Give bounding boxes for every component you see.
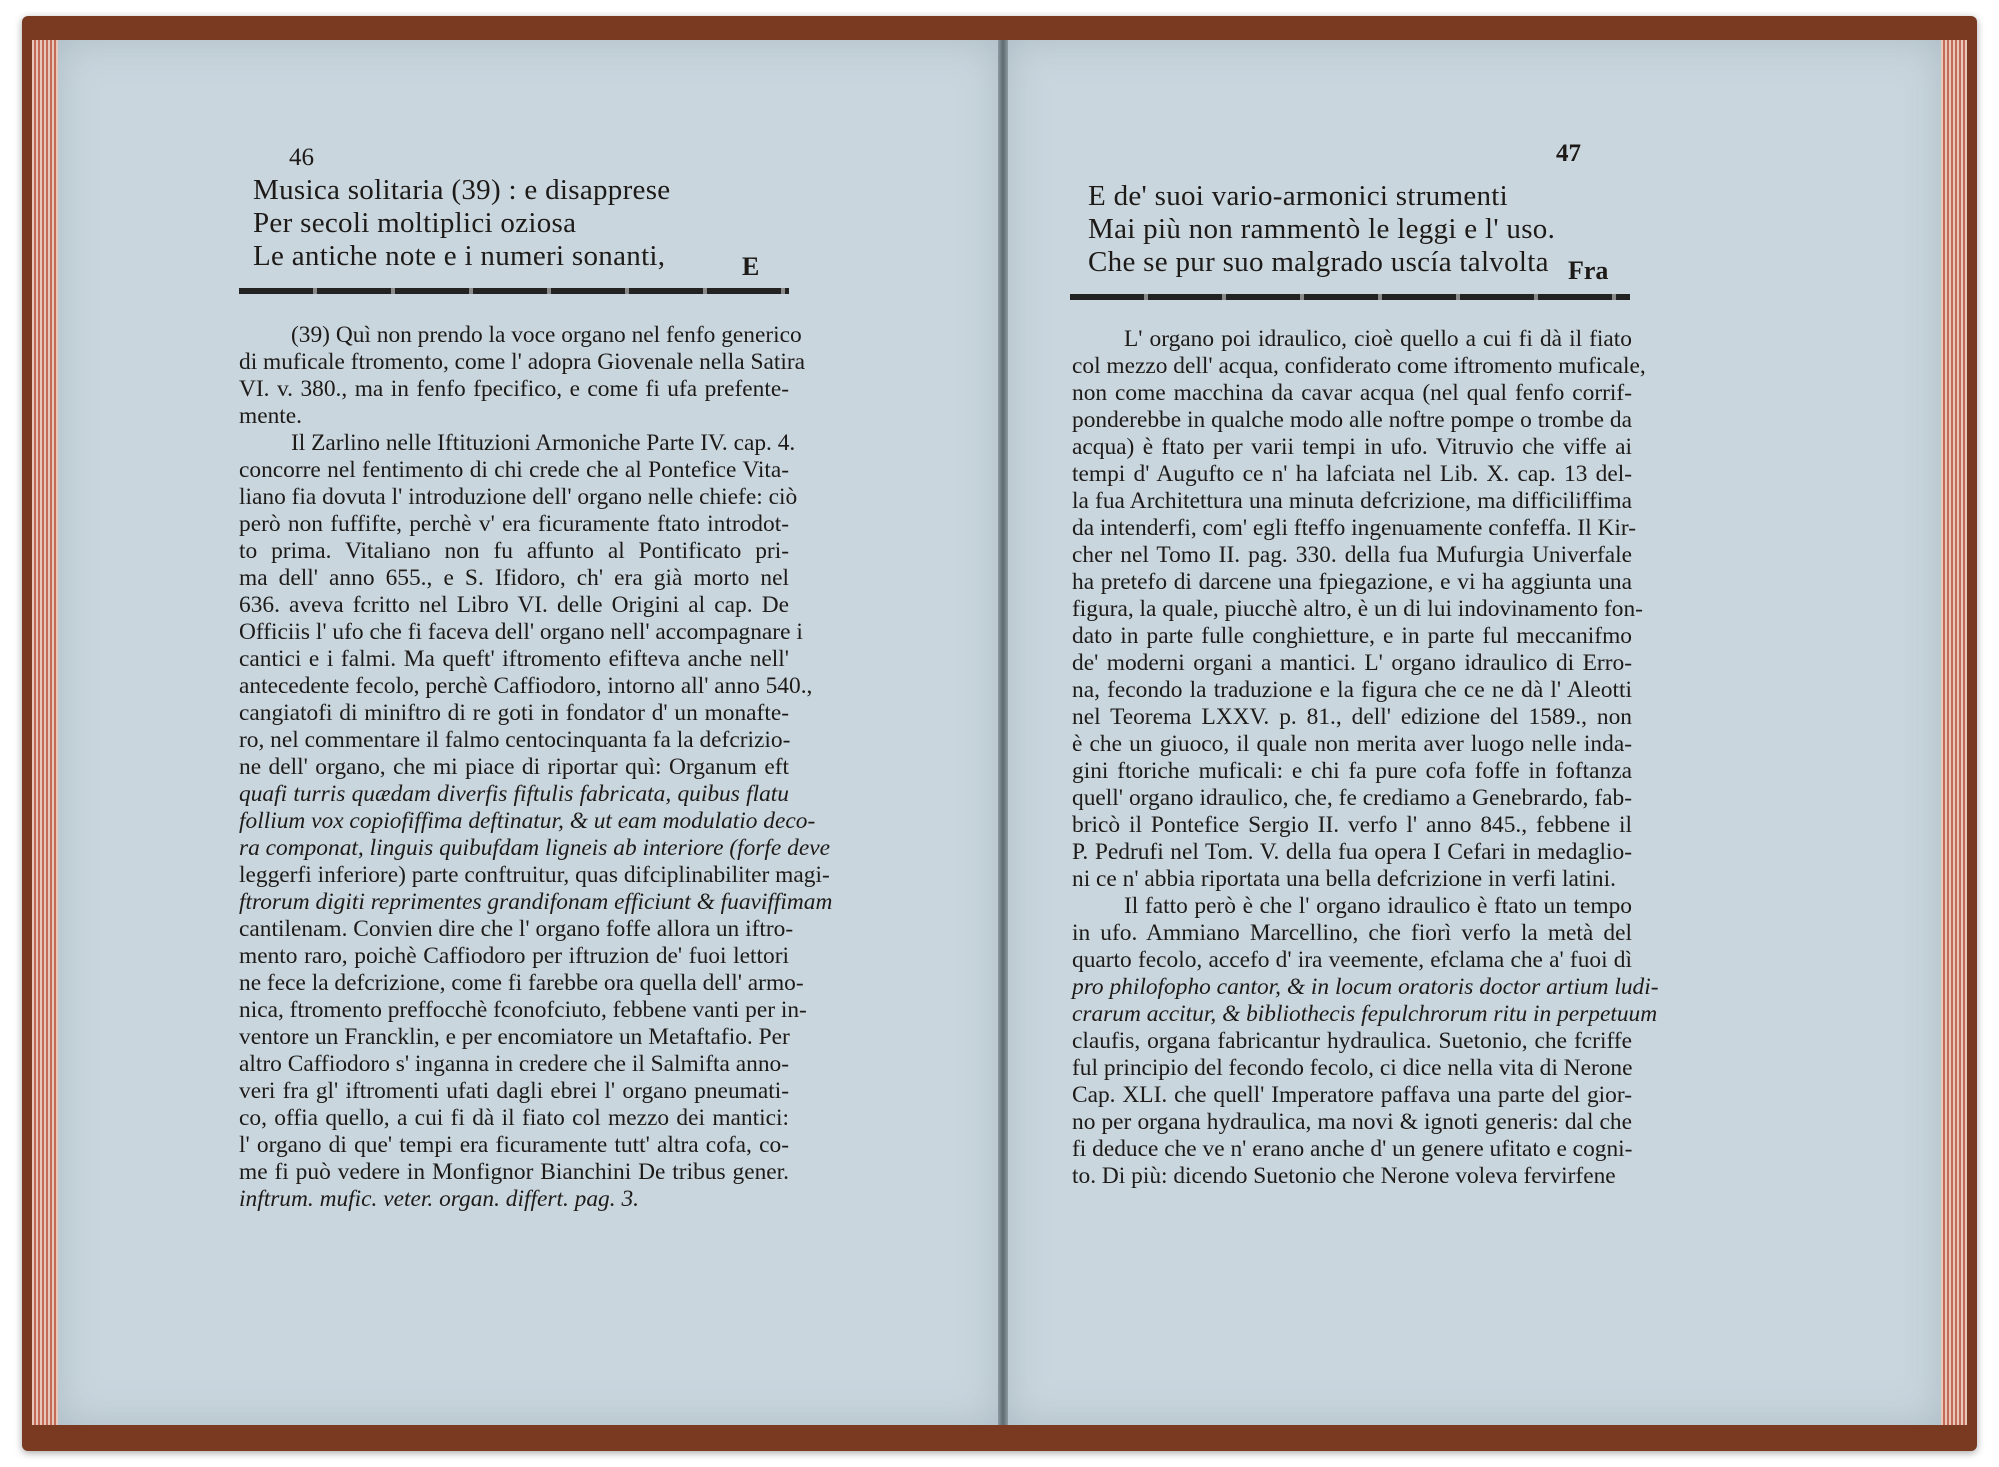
page-number-right: 47 <box>1556 140 1581 167</box>
text-line: to. Di più: dicendo Suetonio che Nerone voleva fervirfene <box>1072 1163 1616 1189</box>
text-line: veri fra gl' iftromenti ufati dagli ebrei l' organo pneumati- <box>239 1078 789 1104</box>
text-line: co, offia quello, a cui fi dà il fiato col mezzo dei mantici: <box>239 1105 789 1131</box>
verse-line: E de' suoi vario-armonici strumenti <box>1088 180 1509 212</box>
verse-line: Mai più non rammentò le leggi e l' uso. <box>1088 213 1556 245</box>
text-line: antecedente fecolo, perchè Caffiodoro, intorno all' anno 540., <box>239 673 813 699</box>
text-line: liano fia dovuta l' introduzione dell' organo nelle chiefe: ciò <box>239 484 798 510</box>
page-number-left: 46 <box>289 144 314 171</box>
text-line: VI. v. 380., ma in fenfo fpecifico, e come fi ufa prefente- <box>239 376 789 402</box>
text-line: quafi turris quædam diverfis fiftulis fabricata, quibus flatu <box>239 781 789 807</box>
text-line: Il Zarlino nelle Iftituzioni Armoniche Parte IV. cap. 4. <box>291 430 796 456</box>
text-line: ni ce n' abbia riportata una bella defcrizione in verfi latini. <box>1072 866 1616 892</box>
text-line: col mezzo dell' acqua, confiderato come iftromento muficale, <box>1072 353 1646 379</box>
text-line: quarto fecolo, accefo d' ira veemente, efclama che a' fuoi dì <box>1072 947 1632 973</box>
text-line: figura, la quale, piucchè altro, è un di lui indovinamento fon- <box>1072 596 1643 622</box>
text-line: 636. aveva fcritto nel Libro VI. delle Origini al cap. De <box>239 592 789 618</box>
text-line: Cap. XLI. che quell' Imperatore paffava una parte del gior- <box>1072 1082 1632 1108</box>
catchword-right: Fra <box>1568 256 1609 285</box>
text-line: mente. <box>239 403 302 429</box>
text-line: in ufo. Ammiano Marcellino, che fiorì verfo la metà del <box>1072 920 1632 946</box>
verse-line: Per secoli moltiplici oziosa <box>253 207 577 239</box>
text-line: ro, nel commentare il falmo centocinquanta fa la defcrizio- <box>239 727 791 753</box>
text-line: da intenderfi, com' egli fteffo ingenuamente confeffa. Il Kir- <box>1072 515 1637 541</box>
text-line: to prima. Vitaliano non fu affunto al Pontificato pri- <box>239 538 789 564</box>
text-line: acqua) è ftato per varii tempi in ufo. Vitruvio che viffe ai <box>1072 434 1632 460</box>
text-line: P. Pedrufi nel Tom. V. della fua opera I Cefari in medaglio- <box>1072 839 1632 865</box>
verse-line: Che se pur suo malgrado uscía talvolta <box>1088 246 1549 278</box>
text-line: (39) Quì non prendo la voce organo nel fenfo generico <box>291 322 802 348</box>
text-line: nel Teorema LXXV. p. 81., dell' edizione del 1589., non <box>1072 704 1632 730</box>
separator-rule-left <box>239 288 789 294</box>
text-line: follium vox copiofiffima deftinatur, & ut eam modulatio deco- <box>239 808 816 834</box>
page-edges-left <box>32 40 58 1425</box>
text-line: ponderebbe in qualche modo alle noftre pompe o trombe da <box>1072 407 1632 433</box>
text-line: ra componat, linguis quibufdam ligneis ab interiore (forfe deve <box>239 835 830 861</box>
text-line: bricò il Pontefice Sergio II. verfo l' anno 845., febbene il <box>1072 812 1632 838</box>
text-line: gini ftoriche muficali: e chi fa pure cofa foffe in foftanza <box>1072 758 1632 784</box>
text-line: na, fecondo la traduzione e la figura che ce ne dà l' Aleotti <box>1072 677 1632 703</box>
text-line: Il fatto però è che l' organo idraulico è ftato un tempo <box>1124 893 1632 919</box>
text-line: ma dell' anno 655., e S. Ifidoro, ch' era già morto nel <box>239 565 789 591</box>
text-line: de' moderni organi a mantici. L' organo idraulico di Erro- <box>1072 650 1632 676</box>
text-line: inftrum. mufic. veter. organ. differt. pag. 3. <box>239 1186 639 1212</box>
verse-line: Le antiche note e i numeri sonanti, <box>253 240 666 272</box>
text-line: cangiatofi di miniftro di re goti in fondator d' un monafte- <box>239 700 789 726</box>
verse-left <box>253 174 670 273</box>
text-line: ventore un Francklin, e per encomiatore un Metaftafio. Per <box>239 1024 790 1050</box>
text-line: ne fece la defcrizione, come fi farebbe ora quella dell' armo- <box>239 970 804 996</box>
left-page <box>58 40 998 1425</box>
text-line: crarum accitur, & bibliothecis fepulchrorum ritu in perpetuum <box>1072 1001 1658 1027</box>
text-line: la fua Architettura una minuta defcrizione, ma difficiliffima <box>1072 488 1632 514</box>
book <box>22 16 1977 1451</box>
text-line: Officiis l' ufo che fi faceva dell' organo nell' accompagnare i <box>239 619 803 645</box>
text-line: cantici e i falmi. Ma queft' iftromento efifteva anche nell' <box>239 646 789 672</box>
text-line: dato in parte fulle conghietture, e in parte ful meccanifmo <box>1072 623 1632 649</box>
verse-right <box>1088 180 1555 279</box>
text-line: pro philofopho cantor, & in locum oratoris doctor artium ludi- <box>1072 974 1659 1000</box>
footnote-right <box>1072 326 1659 1190</box>
text-line: di muficale ftromento, come l' adopra Giovenale nella Satira <box>239 349 806 375</box>
text-line: concorre nel fentimento di chi crede che al Pontefice Vita- <box>239 457 789 483</box>
text-line: ful principio del fecondo fecolo, ci dice nella vita di Nerone <box>1072 1055 1633 1081</box>
text-line: claufis, organa fabricantur hydraulica. Suetonio, che fcriffe <box>1072 1028 1632 1054</box>
text-line: cantilenam. Convien dire che l' organo foffe allora un iftro- <box>239 916 794 942</box>
text-line: tempi d' Augufto ce n' ha lafciata nel Lib. X. cap. 13 del- <box>1072 461 1632 487</box>
footnote-left <box>239 322 833 1213</box>
text-line: no per organa hydraulica, ma novi & ignoti generis: dal che <box>1072 1109 1632 1135</box>
text-line: è che un giuoco, il quale non merita aver luogo nelle inda- <box>1072 731 1632 757</box>
text-line: quell' organo idraulico, che, fe crediamo a Genebrardo, fab- <box>1072 785 1632 811</box>
verse-line: Musica solitaria (39) : e disapprese <box>253 174 671 206</box>
text-line: altro Caffiodoro s' inganna in credere che il Salmifta anno- <box>239 1051 790 1077</box>
text-line: ftrorum digiti reprimentes grandifonam efficiunt & fuaviffimam <box>239 889 833 915</box>
catchword-left: E <box>742 252 760 281</box>
text-line: ne dell' organo, che mi piace di riportar quì: Organum eft <box>239 754 789 780</box>
text-line: fi deduce che ve n' erano anche d' un genere ufitato e cogni- <box>1072 1136 1633 1162</box>
separator-rule-right <box>1070 294 1630 300</box>
text-line: però non fuffifte, perchè v' era ficuramente ftato introdot- <box>239 511 789 537</box>
text-line: l' organo di que' tempi era ficuramente tutt' altra cofa, co- <box>239 1132 789 1158</box>
page-edges-right <box>1941 40 1967 1425</box>
book-gutter <box>998 40 1008 1425</box>
text-line: mento raro, poichè Caffiodoro per iftruzion de' fuoi lettori <box>239 943 789 969</box>
text-line: ha pretefo di darcene una fpiegazione, e vi ha aggiunta una <box>1072 569 1632 595</box>
text-line: cher nel Tomo II. pag. 330. della fua Mufurgia Univerfale <box>1072 542 1632 568</box>
text-line: non come macchina da cavar acqua (nel qual fenfo corrif- <box>1072 380 1632 406</box>
text-line: me fi può vedere in Monfignor Bianchini De tribus gener. <box>239 1159 789 1185</box>
text-line: nica, ftromento preffocchè fconofciuto, febbene vanti per in- <box>239 997 807 1023</box>
text-line: L' organo poi idraulico, cioè quello a cui fi dà il fiato <box>1124 326 1632 352</box>
right-page <box>1008 40 1941 1425</box>
text-line: leggerfi inferiore) parte conftruitur, quas difciplinabiliter magi- <box>239 862 830 888</box>
